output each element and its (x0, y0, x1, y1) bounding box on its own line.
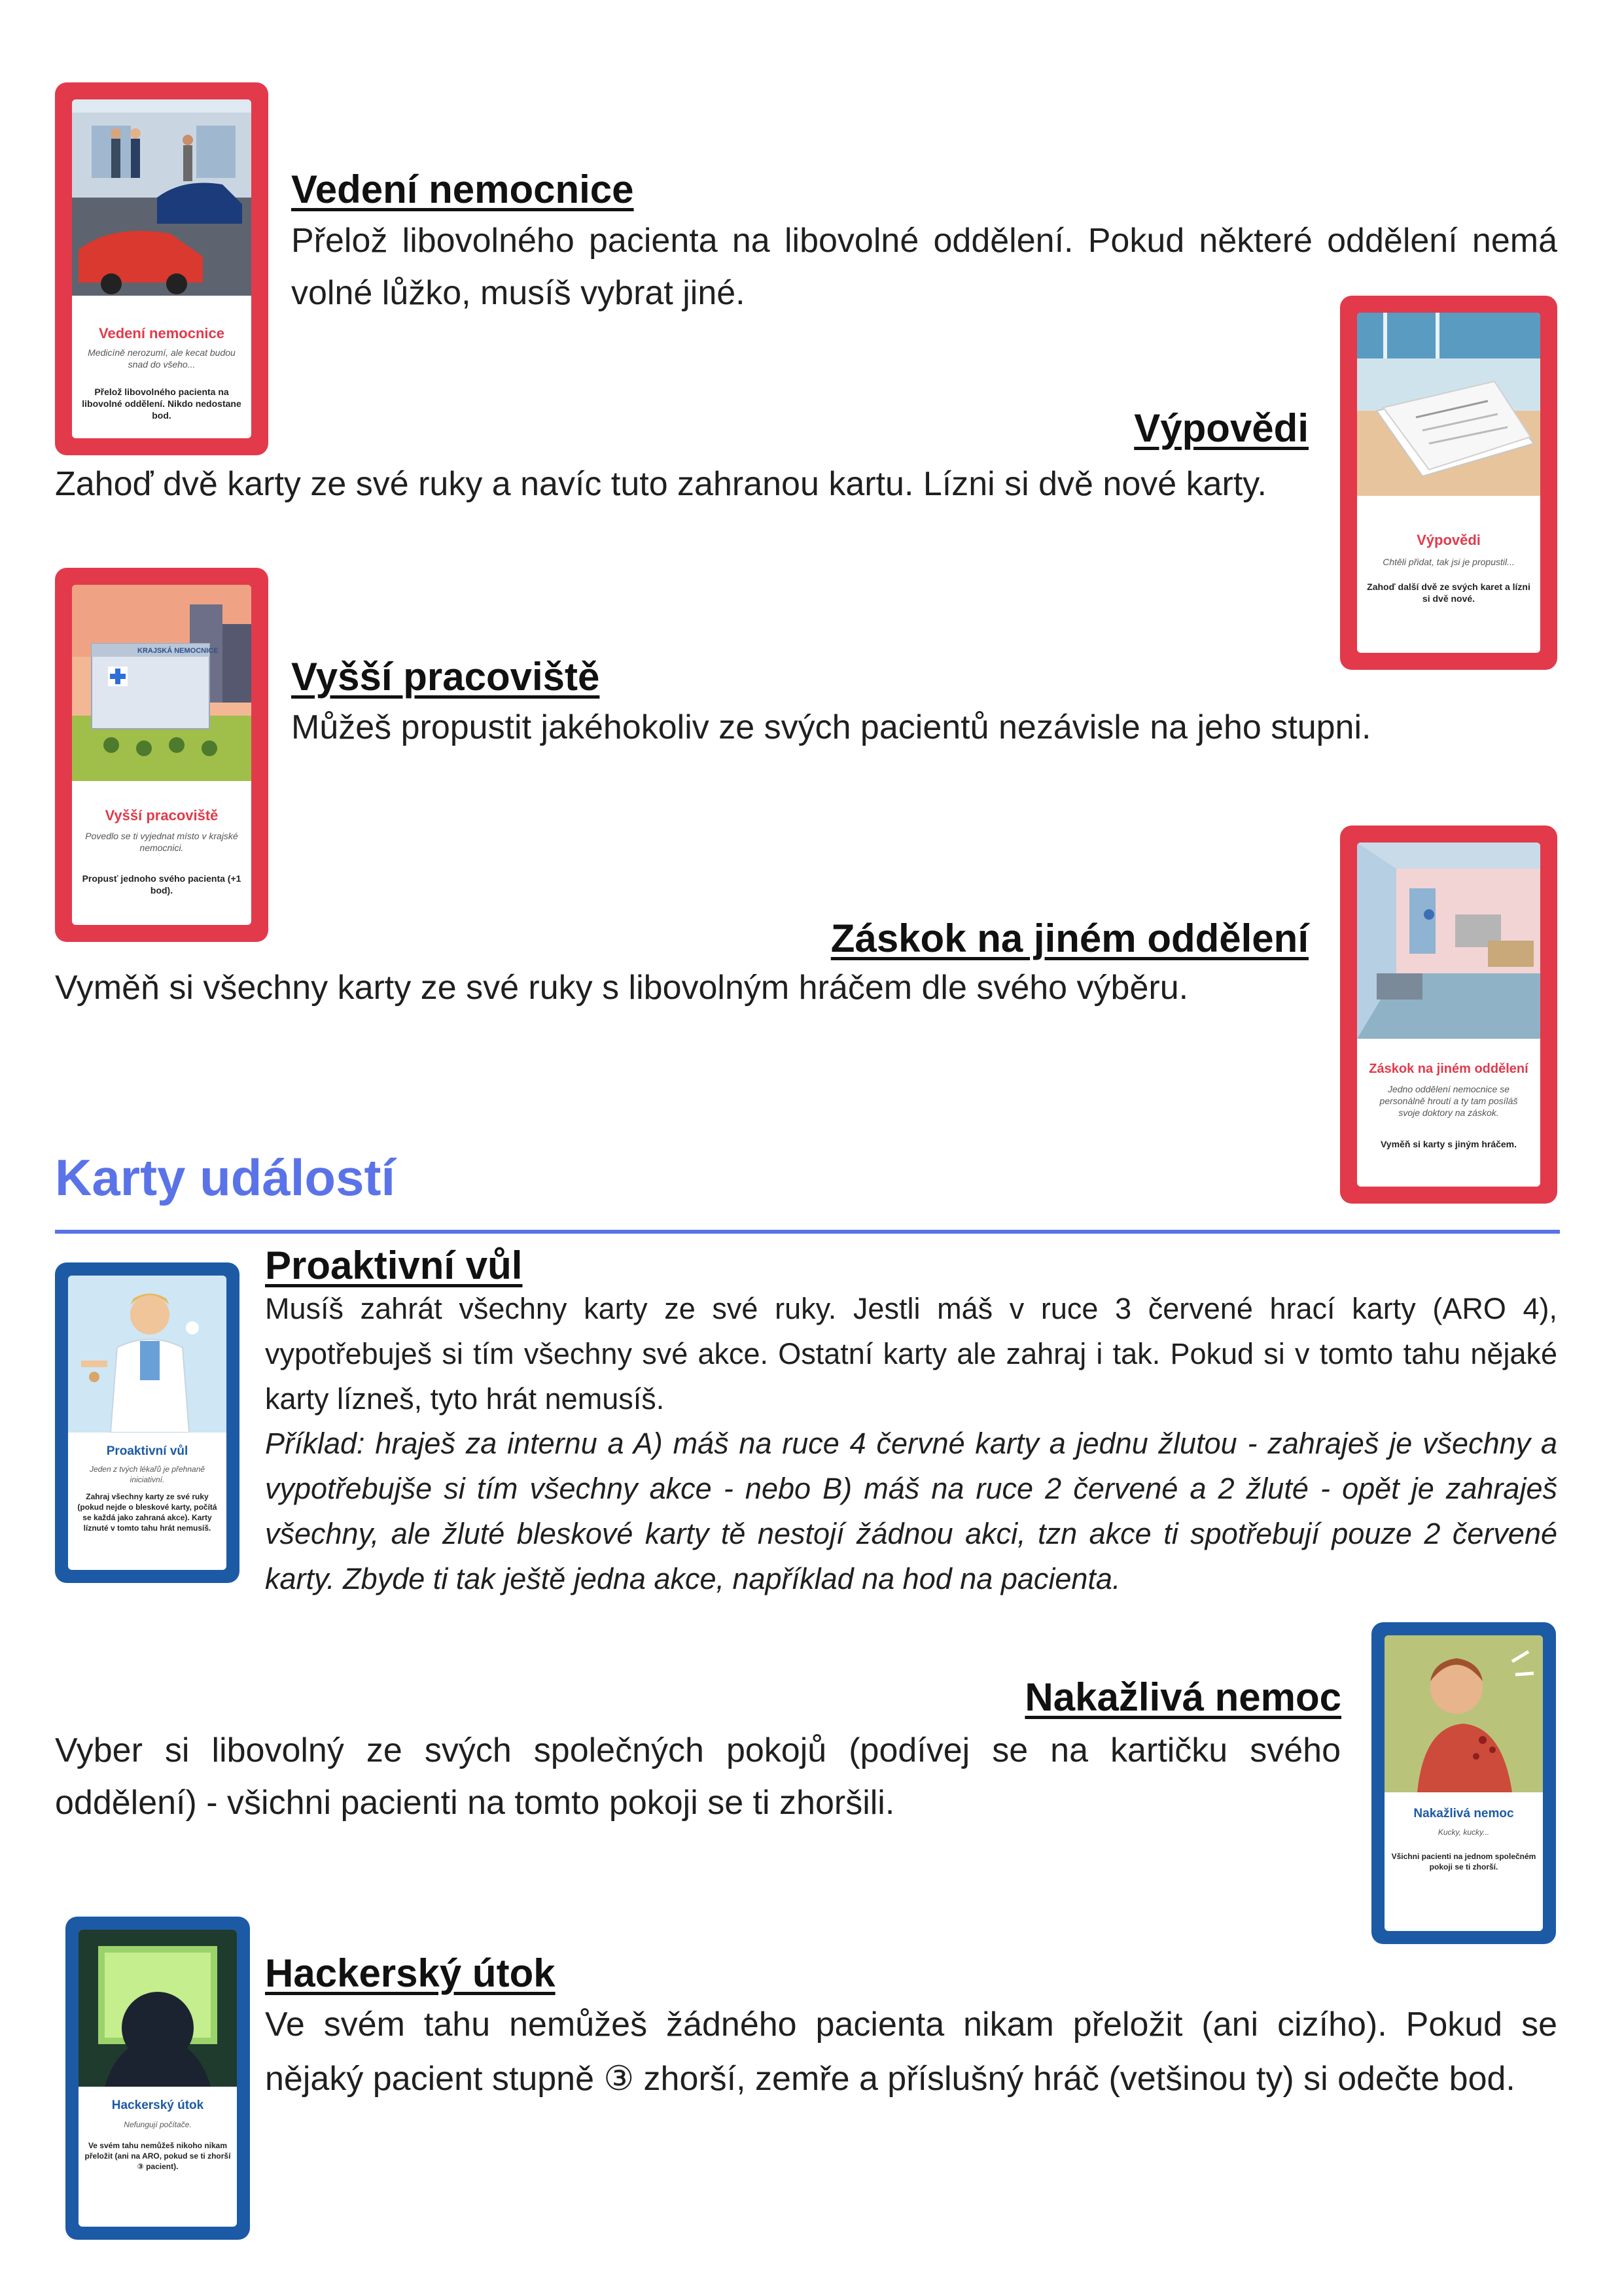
card-title: Vedení nemocnice (99, 325, 224, 341)
doctor-illustration (68, 1276, 226, 1433)
card-effect-text: Zahoď další dvě ze svých karet a lízni si dvě nové. (1367, 582, 1530, 604)
card-title: Hackerský útok (111, 2098, 204, 2112)
card-flavor-text: Nefungují počítače. (124, 2120, 192, 2129)
card-title: Proaktivní vůl (106, 1444, 188, 1458)
card-flavor-text: Jeden z tvých lékařů je přehnaně iniciativní. (89, 1465, 205, 1484)
entry-heading: Vedení nemocnice (291, 167, 634, 211)
card-nakazliva-nemoc (1371, 1622, 1556, 1944)
card-proaktivni-vul (55, 1262, 239, 1583)
card-flavor-text: Povedlo se ti vyjednat místo v krajské nemocnici. (85, 831, 238, 853)
card-effect-text: Zahraj všechny karty ze své ruky (pokud nejde o bleskové karty, počítá se každá jako zahraná akce). Karty líznuté v tomto tahu hrát nemusíš. (77, 1492, 217, 1533)
card-vypovedi (1340, 296, 1557, 670)
card-title: Záskok na jiném oddělení (1369, 1062, 1528, 1076)
card-effect-text: Propusť jednoho svého pacienta (+1 bod). (82, 873, 241, 896)
entry-example-text: Příklad: hraješ za internu a A) máš na ruce 4 červné karty a jednu žlutou - zahraješ je všechny a vypotřebujše si tím všechny akce - nebo B) máš na ruce 2 červené a 2 žluté - opět je zahraješ všechny, ale žluté bleskové karty tě nestojí žádnou akci, tzn akce ti spotřebují pouze 2 červené karty. Zbyde ti tak ještě jedna akce, například na hod na pacienta. (265, 1427, 1557, 1595)
entry-heading: Výpovědi (1134, 406, 1309, 450)
card-flavor-text: Medicíně nerozumí, ale kecat budou snad do všeho... (88, 347, 236, 370)
card-flavor-text: Chtěli přidat, tak jsi je propustil... (1383, 557, 1515, 567)
section-title: Karty událostí (55, 1149, 396, 1206)
card-effect-text: Všichni pacienti na jednom společném pokoji se ti zhorší. (1391, 1852, 1536, 1871)
sick-patient-illustration (1385, 1635, 1543, 1792)
hospital-sign-text: KRAJSKÁ NEMOCNICE (137, 647, 219, 655)
hacker-illustration (79, 1930, 237, 2087)
entry-text: Zahoď dvě karty ze své ruky a navíc tuto zahranou kartu. Lízni si dvě nové karty. (55, 465, 1267, 503)
card-vedeni-nemocnice (55, 82, 268, 455)
entry-text: Musíš zahrát všechny karty ze své ruky. Jestli máš v ruce 3 červené hrací karty (ARO 4), vypotřebuješ si tím všechny své akce. Ostatní karty ale zahraj i tak. Pokud si v tomto tahu nějaké karty lízneš, tyto hrát nemusíš. (265, 1292, 1557, 1416)
entry-text: Vyber si libovolný ze svých společných pokojů (podívej se na kartičku svého oddělení) - všichni pacienti na tomto pokoji se ti zhoršili. (55, 1731, 1341, 1822)
entry-text: Ve svém tahu nemůžeš žádného pacienta nikam přeložit (ani cizího). Pokud se nějaký pacient stupně ③ zhorší, zemře a příslušný hráč (vetšinou ty) si odečte bod. (265, 2006, 1557, 2098)
card-title: Nakažlivá nemoc (1413, 1807, 1514, 1820)
entry-text: Přelož libovolného pacienta na libovolné oddělení. Pokud některé oddělení nemá volné lůžko, musíš vybrat jiné. (291, 222, 1557, 312)
entry-text: Vyměň si všechny karty ze své ruky s libovolným hráčem dle svého výběru. (55, 969, 1189, 1007)
entry-heading: Proaktivní vůl (265, 1244, 523, 1287)
card-flavor-text: Jedno oddělení nemocnice se personálně hroutí a ty tam posíláš svoje doktory na záskok. (1379, 1084, 1518, 1118)
entry-heading: Vyšší pracoviště (291, 655, 600, 699)
entry-text: Můžeš propustit jakéhokoliv ze svých pacientů nezávisle na jeho stupni. (291, 708, 1371, 746)
card-hackersky-utok (65, 1917, 250, 2240)
entry-heading: Hackerský útok (265, 1951, 556, 1995)
hospital-parking-illustration (72, 99, 251, 296)
card-effect-text: Vyměň si karty s jiným hráčem. (1380, 1139, 1517, 1149)
card-title: Výpovědi (1417, 532, 1481, 548)
section-divider (55, 1230, 1560, 1234)
regional-hospital-illustration (72, 585, 251, 781)
card-flavor-text: Kucky, kucky... (1438, 1828, 1490, 1837)
entry-heading: Záskok na jiném oddělení (830, 916, 1309, 960)
card-effect-text: Přelož libovolného pacienta na libovolné oddělení. Nikdo nedostane bod. (82, 387, 241, 421)
card-title: Vyšší pracoviště (105, 807, 219, 824)
card-vyssi-pracoviste (55, 568, 268, 942)
documents-illustration (1357, 313, 1540, 496)
entry-heading: Nakažlivá nemoc (1025, 1675, 1341, 1719)
card-effect-text: Ve svém tahu nemůžeš nikoho nikam přeložit (ani na ARO, pokud se ti zhorší ③ pacient). (84, 2141, 231, 2171)
hospital-corridor-illustration (1357, 843, 1540, 1039)
card-zaskok (1340, 826, 1557, 1204)
